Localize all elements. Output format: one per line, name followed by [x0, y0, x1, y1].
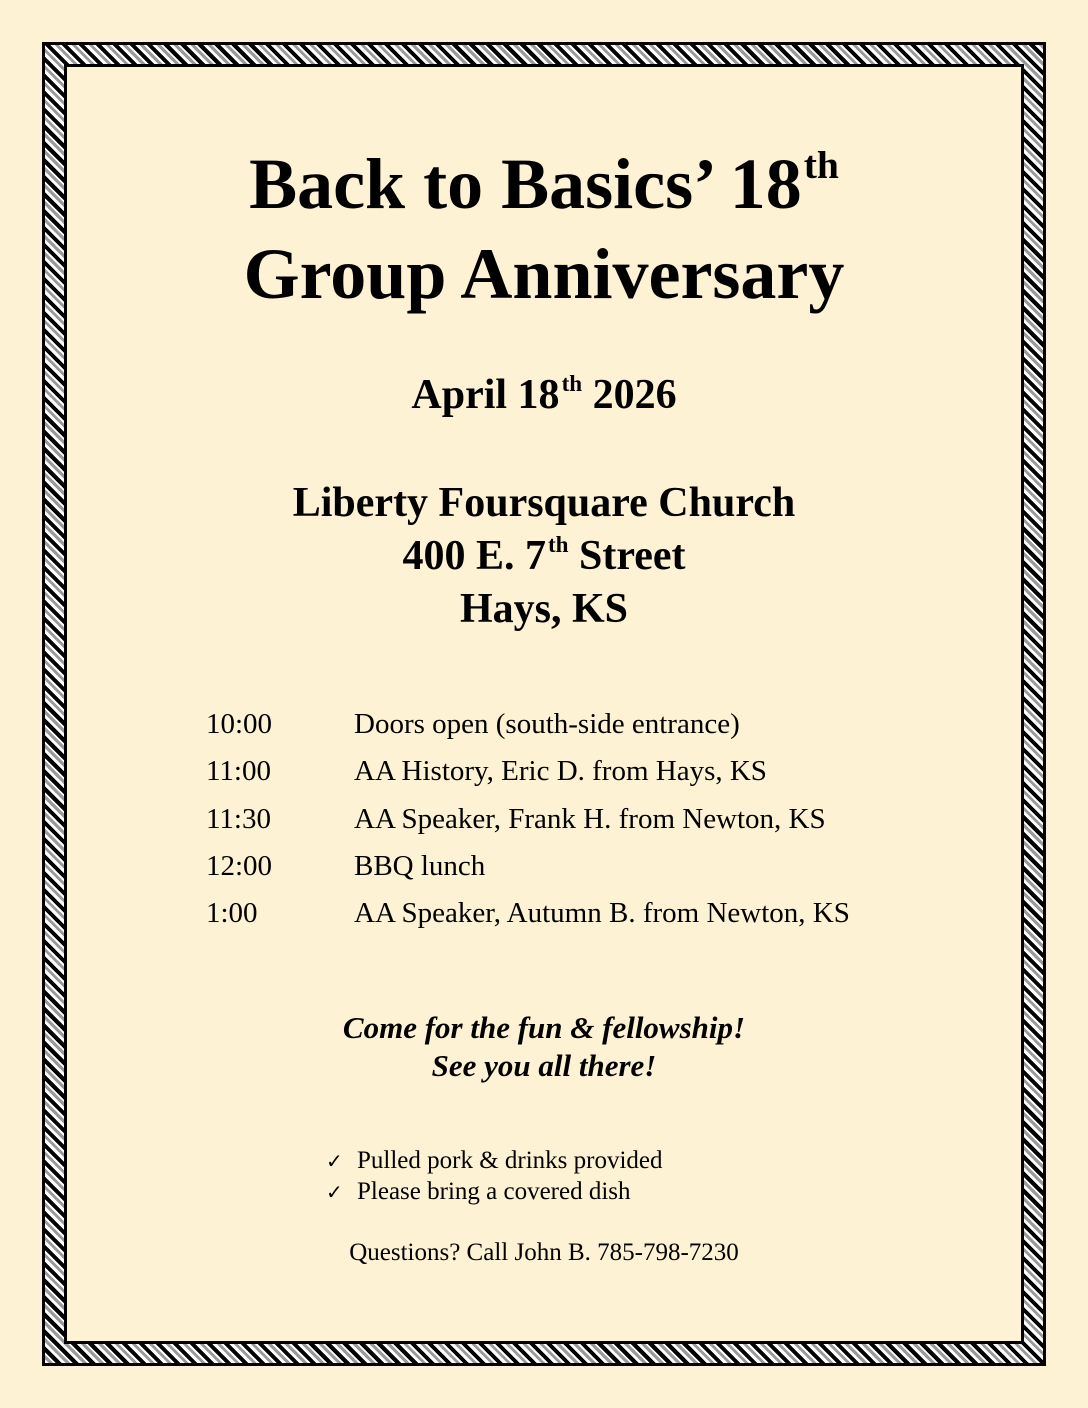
schedule-event: AA Speaker, Frank H. from Newton, KS [354, 802, 826, 835]
venue-street [0, 530, 1088, 579]
schedule [206, 708, 966, 944]
checkmark-icon: ✓ [326, 1149, 343, 1173]
schedule-row [206, 897, 966, 944]
tagline-line-1: Come for the fun & fellowship! [342, 1010, 746, 1045]
venue-name: Liberty Foursquare Church [292, 480, 796, 526]
street-ordinal: th [547, 530, 569, 557]
checklist-item-text: Pulled pork & drinks provided [357, 1147, 663, 1174]
schedule-event: Doors open (south-side entrance) [354, 708, 740, 740]
checkmark-icon: ✓ [326, 1180, 343, 1204]
contact-info: Questions? Call John B. 785-798-7230 [349, 1239, 739, 1266]
schedule-time: 10:00 [206, 708, 273, 740]
schedule-event: BBQ lunch [354, 849, 486, 882]
schedule-event: AA History, Eric D. from Hays, KS [354, 755, 767, 788]
title-text: Back to Basics’ 18 [249, 144, 802, 224]
schedule-time: 1:00 [206, 897, 258, 930]
event-date [0, 369, 1088, 418]
schedule-time: 11:30 [206, 802, 271, 835]
schedule-row [206, 708, 966, 755]
schedule-row [206, 755, 966, 802]
date-ordinal: th [561, 369, 583, 396]
checklist-item-text: Please bring a covered dish [357, 1178, 631, 1205]
street-suffix: Street [568, 533, 686, 579]
schedule-row [206, 803, 966, 850]
street-number: 400 E. 7 [402, 533, 546, 579]
checklist-item [326, 1179, 663, 1210]
date-day: April 18 [411, 372, 560, 418]
title-line-1 [0, 143, 1088, 224]
schedule-time: 11:00 [206, 755, 271, 788]
checklist-item [326, 1148, 663, 1179]
title-ordinal: th [803, 143, 839, 188]
date-year: 2026 [582, 372, 677, 418]
tagline-line-2: See you all there! [431, 1048, 657, 1083]
schedule-time: 12:00 [206, 849, 273, 882]
venue-city: Hays, KS [459, 586, 629, 632]
checklist [326, 1148, 663, 1210]
schedule-row [206, 850, 966, 897]
schedule-event: AA Speaker, Autumn B. from Newton, KS [354, 897, 850, 930]
title-line-2: Group Anniversary [243, 234, 845, 314]
